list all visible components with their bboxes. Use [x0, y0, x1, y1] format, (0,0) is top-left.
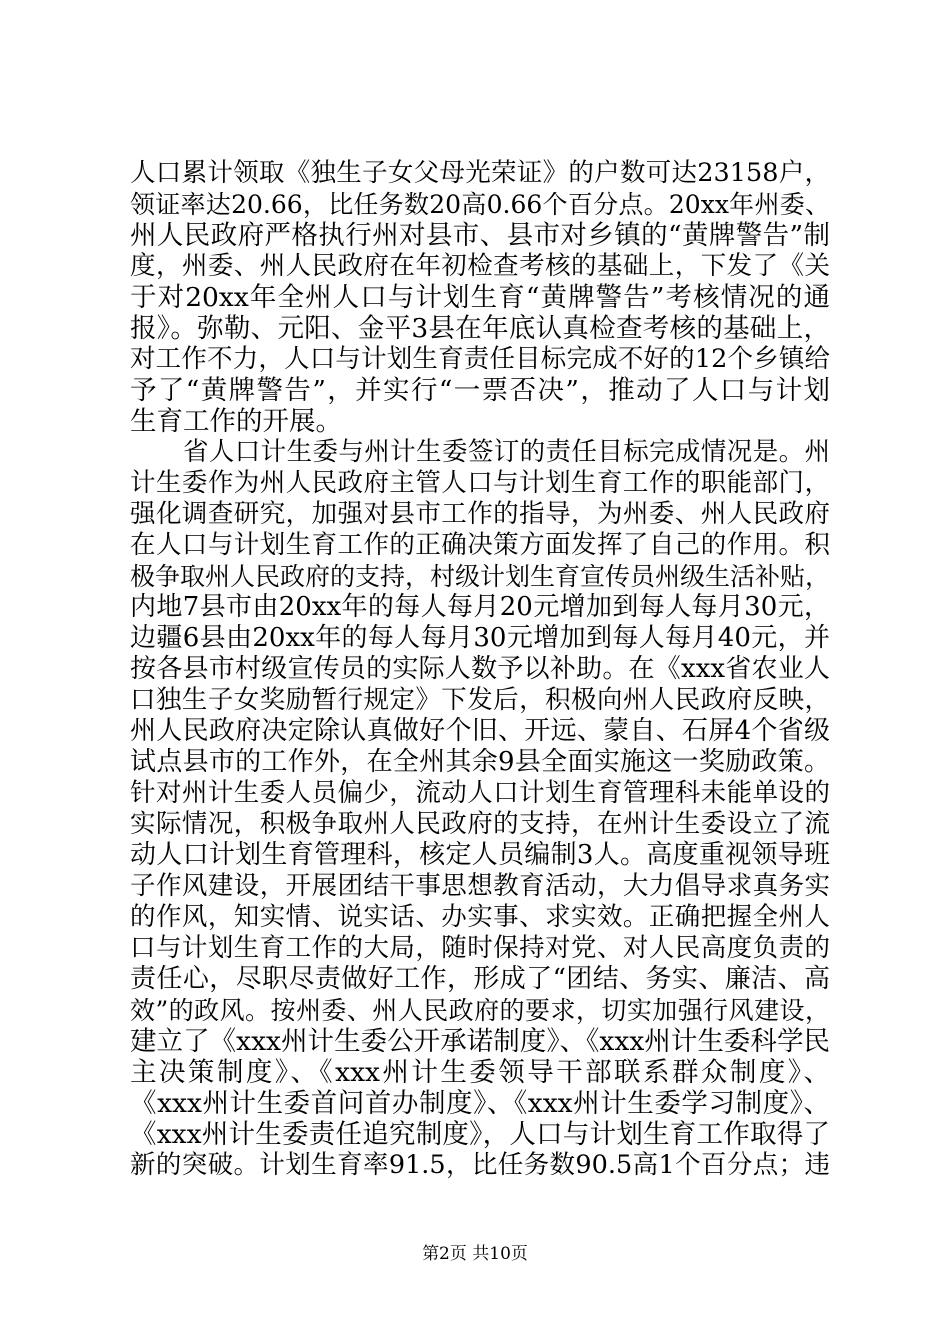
paragraph-1 — [130, 158, 830, 437]
text-line: 主决策制度》、《xxx州计生委领导干部联系群众制度》、 — [130, 1057, 830, 1088]
document-body — [130, 158, 830, 1181]
text-line: 试点县市的工作外，在全州其余9县全面实施这一奖励政策。 — [130, 747, 830, 777]
text-line: 州人民政府决定除认真做好个旧、开远、蒙自、石屏4个省级 — [130, 716, 830, 746]
text-line: 计生委作为州人民政府主管人口与计划生育工作的职能部门， — [130, 468, 830, 498]
text-line: 《xxx州计生委首问首办制度》、《xxx州计生委学习制度》、 — [130, 1088, 830, 1119]
text-line: 边疆6县由20xx年的每人每月30元增加到每人每月40元，并 — [130, 623, 830, 653]
text-line: 动人口计划生育管理科，核定人员编制3人。高度重视领导班 — [130, 840, 830, 870]
text-line: 于对20xx年全州人口与计划生育“黄牌警告”考核情况的通 — [130, 282, 830, 313]
text-line: 建立了《xxx州计生委公开承诺制度》、《xxx州计生委科学民 — [130, 1026, 830, 1057]
text-line: 内地7县市由20xx年的每人每月20元增加到每人每月30元， — [130, 592, 830, 622]
text-line: 州人民政府严格执行州对县市、县市对乡镇的“黄牌警告”制 — [130, 220, 830, 251]
text-line: 省人口计生委与州计生委签订的责任目标完成情况是。州 — [183, 437, 830, 467]
text-line: 人口累计领取《独生子女父母光荣证》的户数可达23158户， — [130, 158, 830, 188]
text-line: 的作风，知实情、说实话、办实事、求实效。正确把握全州人 — [130, 902, 830, 932]
text-line: 《xxx州计生委责任追究制度》，人口与计划生育工作取得了 — [130, 1119, 830, 1150]
text-line: 领证率达20.66，比任务数20高0.66个百分点。20xx年州委、 — [130, 190, 830, 219]
text-line: 实际情况，积极争取州人民政府的支持，在州计生委设立了流 — [130, 809, 830, 839]
text-line: 报》。弥勒、元阳、金平3县在年底认真检查考核的基础上， — [130, 313, 830, 344]
text-line: 予了“黄牌警告”，并实行“一票否决”，推动了人口与计划 — [130, 375, 830, 406]
page-number-footer: 第2页 共10页 — [422, 1244, 528, 1264]
text-line: 针对州计生委人员偏少，流动人口计划生育管理科未能单设的 — [130, 778, 830, 808]
text-line: 按各县市村级宣传员的实际人数予以补助。在《xxx省农业人 — [130, 654, 830, 684]
text-line: 效”的政风。按州委、州人民政府的要求，切实加强行风建设， — [130, 996, 830, 1025]
text-line: 口独生子女奖励暂行规定》下发后，积极向州人民政府反映， — [130, 685, 830, 715]
text-line: 子作风建设，开展团结干事思想教育活动，大力倡导求真务实 — [130, 871, 830, 901]
text-line: 对工作不力，人口与计划生育责任目标完成不好的12个乡镇给 — [130, 344, 830, 374]
paragraph-2 — [130, 437, 830, 1181]
text-line: 责任心，尽职尽责做好工作，形成了“团结、务实、廉洁、高 — [130, 964, 830, 994]
text-line: 度，州委、州人民政府在年初检查考核的基础上，下发了《关 — [130, 251, 830, 281]
text-line: 在人口与计划生育工作的正确决策方面发挥了自己的作用。积 — [130, 530, 830, 560]
text-line: 强化调查研究，加强对县市工作的指导，为州委、州人民政府 — [130, 499, 830, 529]
text-line: 新的突破。计划生育率91.5，比任务数90.5高1个百分点；违 — [130, 1150, 830, 1180]
text-line: 生育工作的开展。 — [130, 406, 342, 437]
text-line: 极争取州人民政府的支持，村级计划生育宣传员州级生活补贴， — [130, 562, 831, 591]
text-line: 口与计划生育工作的大局，随时保持对党、对人民高度负责的 — [130, 933, 830, 963]
